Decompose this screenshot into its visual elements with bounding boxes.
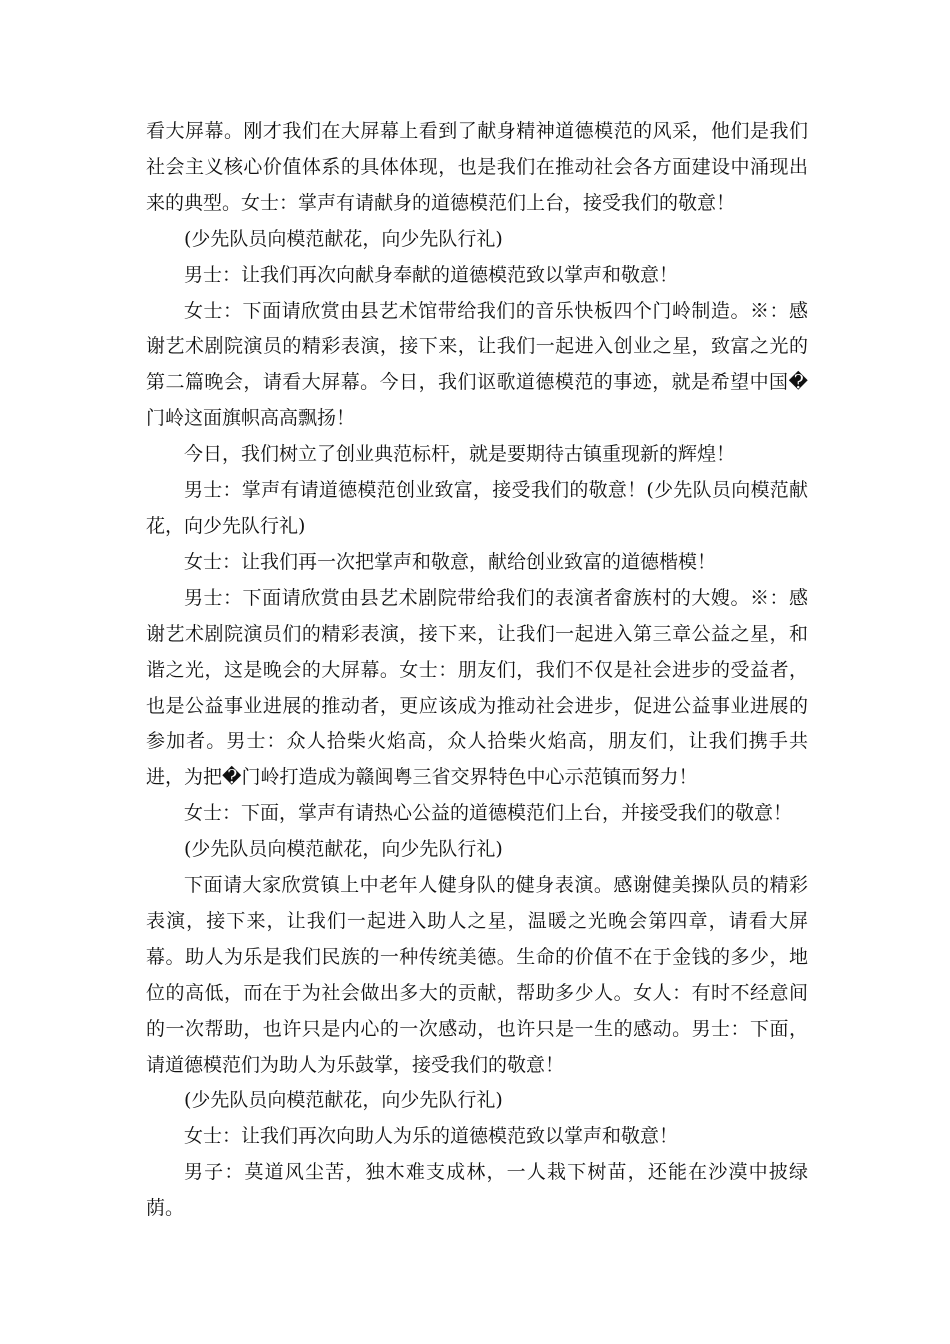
paragraph-11: 下面请大家欣赏镇上中老年人健身队的健身表演。感谢健美操队员的精彩表演，接下来，让我们一起进入助人之星，温暖之光晚会第四章，请看大屏幕。助人为乐是我们民族的一种传统美德。生命的价值不在于金钱的多少，地位的高低，而在于为社会做出多大的贡献，帮助多少人。女人：有时不经意间的一次帮助，也许只是内心的一次感动，也许只是一生的感动。男士：下面，请道德模范们为助人为乐鼓掌，接受我们的敬意！ bbox=[146, 874, 808, 1076]
paragraph-3: 男士：让我们再次向献身奉献的道德模范致以掌声和敬意！ bbox=[184, 263, 679, 286]
paragraph-2: (少先队员向模范献花，向少先队行礼) bbox=[184, 227, 503, 250]
paragraph-14: 男子：莫道风尘苦，独木难支成林，一人栽下树苗，还能在沙漠中披绿荫。 bbox=[146, 1161, 808, 1220]
paragraph-10: (少先队员向模范献花，向少先队行礼) bbox=[184, 838, 503, 861]
paragraph-8: 男士：下面请欣赏由县艺术剧院带给我们的表演者畲族村的大嫂。※：感谢艺术剧院演员们的精彩表演，接下来，让我们一起进入第三章公益之星，和谐之光，这是晚会的大屏幕。女士：朋友们，我们不仅是社会进步的受益者，也是公益事业进展的推动者，更应该成为推动社会进步，促进公益事业进展的参加者。男士：众人拾柴火焰高，众人拾柴火焰高，朋友们，让我们携手共进，为把�门岭打造成为赣闽粤三省交界特色中心示范镇而努力！ bbox=[146, 586, 808, 789]
paragraph-9: 女士：下面，掌声有请热心公益的道德模范们上台，并接受我们的敬意！ bbox=[184, 802, 793, 825]
paragraph-7: 女士：让我们再一次把掌声和敬意，献给创业致富的道德楷模！ bbox=[184, 550, 717, 573]
paragraph-1: 看大屏幕。刚才我们在大屏幕上看到了献身精神道德模范的风采，他们是我们社会主义核心价值体系的具体体现，也是我们在推动社会各方面建设中涌现出来的典型。女士：掌声有请献身的道德模范们上台，接受我们的敬意！ bbox=[146, 120, 808, 214]
paragraph-13: 女士：让我们再次向助人为乐的道德模范致以掌声和敬意！ bbox=[184, 1125, 679, 1148]
paragraph-12: (少先队员向模范献花，向少先队行礼) bbox=[184, 1089, 503, 1112]
paragraph-6: 男士：掌声有请道德模范创业致富，接受我们的敬意！(少先队员向模范献花，向少先队行礼) bbox=[146, 479, 808, 537]
document-page bbox=[146, 114, 808, 1227]
paragraph-4: 女士：下面请欣赏由县艺术馆带给我们的音乐快板四个门岭制造。※：感谢艺术剧院演员的精彩表演，接下来，让我们一起进入创业之星，致富之光的第二篇晚会，请看大屏幕。今日，我们讴歌道德模范的事迹，就是希望中国�门岭这面旗帜高高飘扬！ bbox=[146, 299, 808, 430]
paragraph-5: 今日，我们树立了创业典范标杆，就是要期待古镇重现新的辉煌！ bbox=[184, 443, 736, 466]
